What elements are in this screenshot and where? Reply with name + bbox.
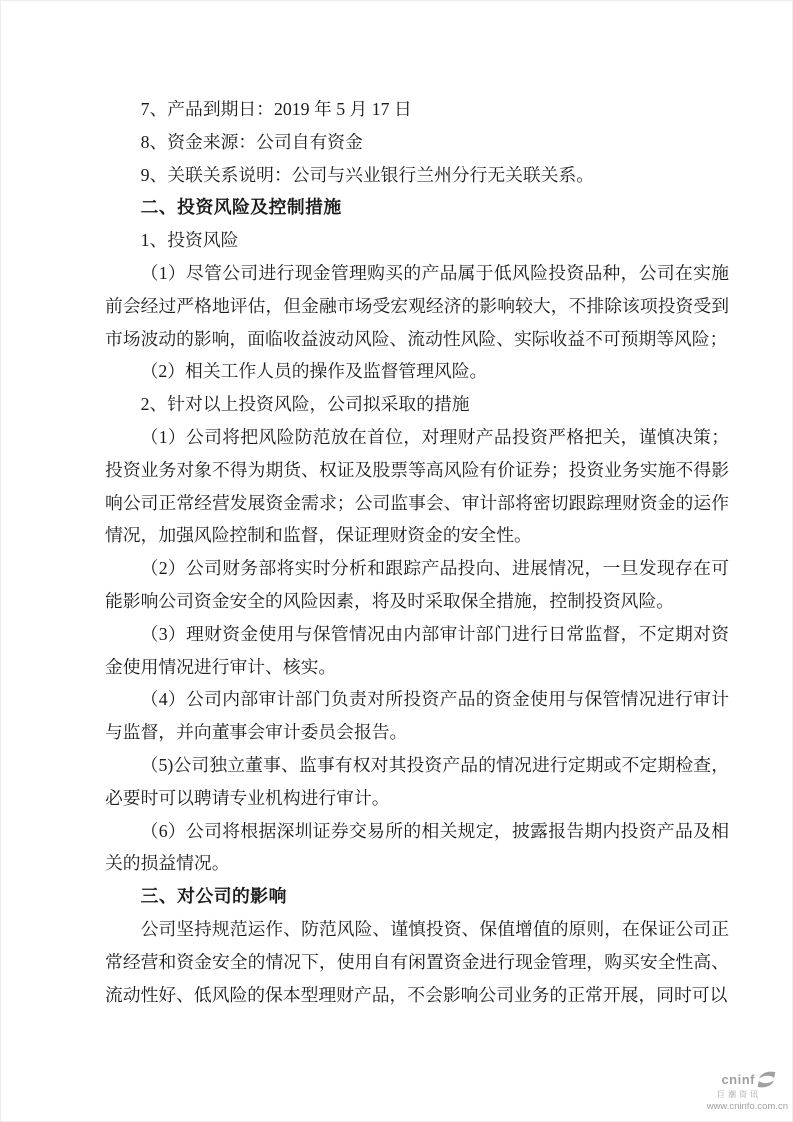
paragraph: （6）公司将根据深圳证券交易所的相关规定，披露报告期内投资产品及相关的损益情况。 [105,820,729,874]
cninfo-chinese-name: 巨潮资讯 [717,1089,761,1099]
section-heading-2: 二、投资风险及控制措施 [140,197,342,218]
paragraph: 2、针对以上投资风险，公司拟采取的措施 [140,394,470,415]
cninfo-watermark [707,1071,789,1112]
document-body [105,93,729,1011]
paragraph: （4）公司内部审计部门负责对所投资产品的资金使用与保管情况进行审计与监督，并向董事会审计委员会报告。 [105,689,729,743]
paragraph-item-7: 7、产品到期日：2019 年 5 月 17 日 [140,99,412,119]
paragraph: （2）相关工作人员的操作及监督管理风险。 [140,361,488,382]
cninfo-url: www.cninfo.com.cn [706,1100,788,1112]
paragraph-item-8: 8、资金来源：公司自有资金 [140,131,363,152]
paragraph: （1）尽管公司进行现金管理购买的产品属于低风险投资品种，公司在实施前会经过严格地评估，但金融市场受宏观经济的影响较大，不排除该项投资受到市场波动的影响，面临收益波动风险、流动性风险、实际收益不可预期等风险； [105,262,729,349]
paragraph-item-9: 9、关联关系说明：公司与兴业银行兰州分行无关联关系。 [140,164,595,185]
paragraph: （5)公司独立董事、监事有权对其投资产品的情况进行定期或不定期检查，必要时可以聘请专业机构进行审计。 [105,754,729,808]
paragraph: （2）公司财务部将实时分析和跟踪产品投向、进展情况，一旦发现存在可能影响公司资金安全的风险因素，将及时采取保全措施，控制投资风险。 [105,558,729,611]
cninfo-swirl-icon [757,1071,776,1088]
paragraph: 公司坚持规范运作、防范风险、谨慎投资、保值增值的原则，在保证公司正常经营和资金安全的情况下，使用自有闲置资金进行现金管理，购买安全性高、流动性好、低风险的保本型理财产品，不会影响公司业务的正常开展，同时可以 [105,918,729,1005]
paragraph: （3）理财资金使用与保管情况由内部审计部门进行日常监督，不定期对资金使用情况进行审计、核实。 [105,623,729,677]
paragraph: 1、投资风险 [140,230,239,251]
paragraph: （1）公司将把风险防范放在首位，对理财产品投资严格把关，谨慎决策；投资业务对象不得为期货、权证及股票等高风险有价证券；投资业务实施不得影响公司正常经营发展资金需求；公司监事会、审计部将密切跟踪理财资金的运作情况，加强风险控制和监督，保证理财资金的安全性。 [105,426,729,546]
cninfo-wordmark: cninf [721,1071,755,1087]
cninfo-logo [721,1071,776,1088]
section-heading-3: 三、对公司的影响 [140,886,287,907]
